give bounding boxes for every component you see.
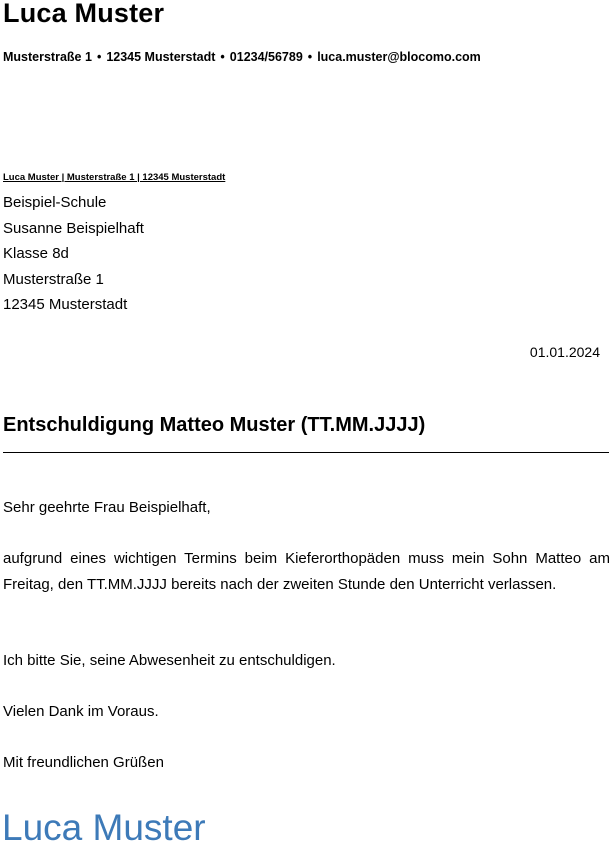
sender-phone: 01234/56789	[229, 50, 303, 64]
subject-divider	[3, 452, 609, 453]
return-address-line: Luca Muster | Musterstraße 1 | 12345 Musterstadt	[3, 172, 226, 183]
closing: Mit freundlichen Grüßen	[3, 754, 164, 771]
recipient-school: Beispiel-Schule	[3, 194, 107, 211]
sender-street: Musterstraße 1	[3, 50, 92, 64]
sender-contact-line	[3, 50, 481, 64]
recipient-city: 12345 Musterstadt	[3, 296, 128, 313]
recipient-street: Musterstraße 1	[3, 270, 104, 288]
recipient-class: Klasse 8d	[3, 245, 69, 262]
body-paragraph: Ich bitte Sie, seine Abwesenheit zu entschuldigen.	[3, 652, 336, 669]
recipient-address	[3, 190, 144, 318]
salutation: Sehr geehrte Frau Beispielhaft,	[3, 499, 211, 516]
sender-email: luca.muster@blocomo.com	[317, 50, 481, 64]
signature: Luca Muster	[2, 807, 206, 848]
separator-dot: •	[220, 50, 225, 64]
body-paragraph: aufgrund eines wichtigen Termins beim Kieferorthopäden muss mein Sohn Matteo am Freitag, den TT.MM.JJJJ bereits nach der zweiten Stunde den Unterricht verlassen.	[3, 550, 610, 593]
letter-date: 01.01.2024	[529, 344, 600, 360]
separator-dot: •	[307, 50, 313, 64]
sender-name: Luca Muster	[3, 0, 165, 28]
recipient-name: Susanne Beispielhaft	[3, 219, 144, 237]
sender-city: 12345 Musterstadt	[106, 50, 216, 64]
separator-dot: •	[96, 50, 102, 64]
letter-subject: Entschuldigung Matteo Muster (TT.MM.JJJJ)	[3, 414, 426, 436]
body-paragraph: Vielen Dank im Voraus.	[3, 703, 159, 720]
